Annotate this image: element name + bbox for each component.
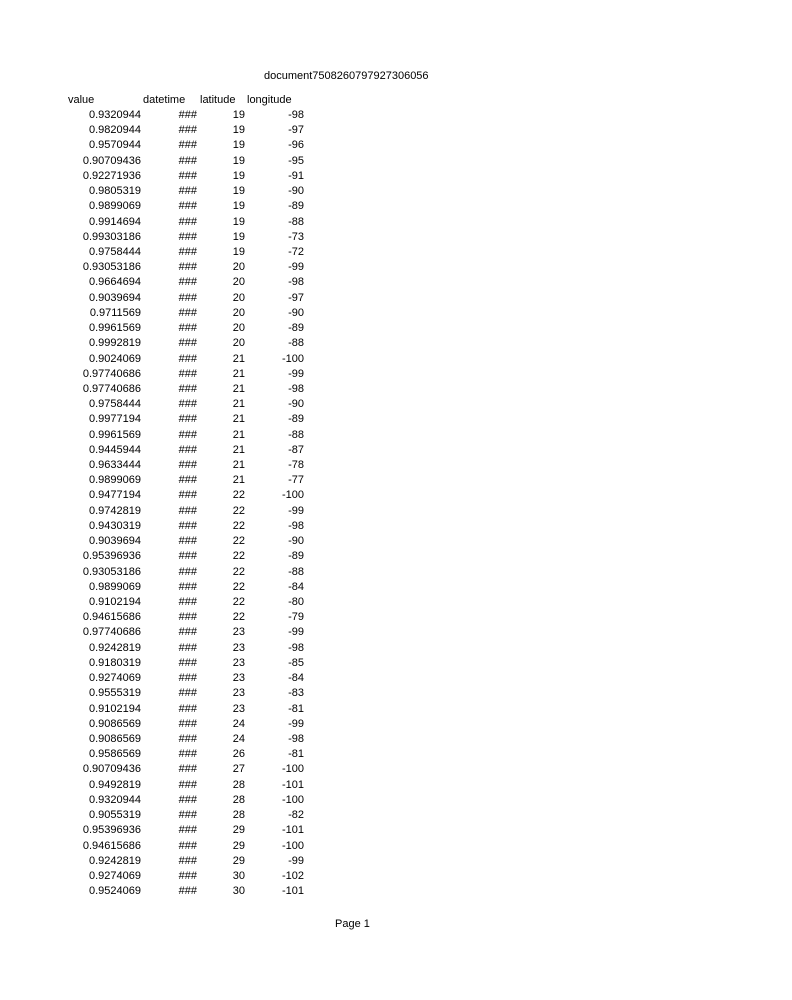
cell-datetime: ### [178,230,197,243]
cell-value: 0.9039694 [89,535,141,548]
cell-datetime: ### [178,245,197,258]
cell-value: 0.9055319 [89,809,141,822]
cell-latitude: 30 [232,869,245,882]
cell-longitude: -89 [288,413,304,426]
cell-value: 0.9086569 [89,732,141,745]
table-row [0,717,792,732]
cell-datetime: ### [178,215,197,228]
cell-longitude: -98 [288,276,304,289]
cell-value: 0.9992819 [89,337,141,350]
cell-latitude: 24 [232,732,245,745]
cell-datetime: ### [178,306,197,319]
cell-value: 0.9524069 [89,885,141,898]
cell-latitude: 22 [232,504,245,517]
table-row [0,138,792,153]
cell-longitude: -79 [288,611,304,624]
cell-datetime: ### [178,428,197,441]
cell-datetime: ### [178,854,197,867]
cell-value: 0.9180319 [89,656,141,669]
table-row [0,884,792,899]
table-row [0,352,792,367]
cell-latitude: 21 [232,398,245,411]
cell-value: 0.9977194 [89,413,141,426]
cell-latitude: 23 [232,687,245,700]
cell-latitude: 22 [232,565,245,578]
cell-datetime: ### [178,656,197,669]
cell-latitude: 29 [232,824,245,837]
header-latitude: latitude [200,94,236,106]
cell-longitude: -90 [288,535,304,548]
cell-longitude: -100 [281,489,304,502]
cell-value: 0.95396936 [82,824,141,837]
table-row [0,549,792,564]
cell-longitude: -99 [288,367,304,380]
cell-longitude: -81 [288,748,304,761]
cell-datetime: ### [178,413,197,426]
cell-datetime: ### [178,748,197,761]
cell-value: 0.97740686 [82,367,141,380]
cell-value: 0.9274069 [89,672,141,685]
cell-value: 0.9477194 [89,489,141,502]
cell-datetime: ### [178,504,197,517]
cell-datetime: ### [178,109,197,121]
table-row [0,732,792,747]
cell-longitude: -89 [288,200,304,213]
table-row [0,230,792,245]
cell-longitude: -89 [288,550,304,563]
cell-latitude: 22 [232,550,245,563]
cell-datetime: ### [178,596,197,608]
table-row [0,610,792,625]
cell-datetime: ### [178,459,197,472]
cell-longitude: -100 [281,352,304,365]
table-row [0,686,792,701]
cell-datetime: ### [178,626,197,639]
cell-value: 0.9570944 [89,139,141,152]
cell-datetime: ### [178,382,197,395]
cell-datetime: ### [178,398,197,411]
cell-longitude: -97 [288,124,304,137]
cell-latitude: 28 [232,793,245,806]
table-row [0,154,792,169]
cell-longitude: -73 [288,230,304,243]
cell-longitude: -85 [288,656,304,669]
table-row [0,215,792,230]
cell-latitude: 20 [232,337,245,350]
cell-latitude: 19 [232,215,245,228]
cell-value: 0.9914694 [89,215,141,228]
header-longitude: longitude [247,94,292,106]
cell-datetime: ### [178,885,197,898]
table-row [0,458,792,473]
cell-datetime: ### [178,809,197,822]
cell-datetime: ### [178,641,197,654]
cell-latitude: 21 [232,367,245,380]
cell-latitude: 19 [232,245,245,258]
cell-longitude: -90 [288,306,304,319]
cell-latitude: 20 [232,291,245,304]
cell-longitude: -88 [288,428,304,441]
cell-latitude: 19 [232,185,245,198]
cell-datetime: ### [178,778,197,791]
cell-datetime: ### [178,824,197,837]
cell-datetime: ### [178,763,197,776]
cell-longitude: -90 [288,398,304,411]
cell-longitude: -100 [281,839,304,852]
table-row [0,641,792,656]
table-row [0,412,792,427]
cell-datetime: ### [178,611,197,624]
cell-latitude: 23 [232,641,245,654]
cell-datetime: ### [178,322,197,335]
table-row [0,565,792,580]
cell-datetime: ### [178,550,197,563]
cell-datetime: ### [178,291,197,304]
cell-longitude: -101 [281,778,304,791]
cell-datetime: ### [178,443,197,456]
table-row [0,534,792,549]
table-row [0,473,792,488]
table-row [0,747,792,762]
cell-value: 0.9742819 [89,504,141,517]
cell-latitude: 22 [232,489,245,502]
cell-datetime: ### [178,702,197,715]
cell-datetime: ### [178,565,197,578]
cell-datetime: ### [178,169,197,182]
cell-datetime: ### [178,672,197,685]
cell-value: 0.9899069 [89,200,141,213]
table-row [0,504,792,519]
cell-datetime: ### [178,474,197,487]
cell-datetime: ### [178,839,197,852]
table-row [0,702,792,717]
table-row [0,123,792,138]
cell-longitude: -84 [288,672,304,685]
cell-latitude: 20 [232,322,245,335]
cell-value: 0.9086569 [89,717,141,730]
cell-latitude: 22 [232,596,245,608]
cell-longitude: -98 [288,382,304,395]
cell-latitude: 22 [232,519,245,532]
cell-longitude: -82 [288,809,304,822]
table-row [0,519,792,534]
cell-value: 0.9820944 [89,124,141,137]
table-row [0,762,792,777]
cell-latitude: 22 [232,580,245,593]
cell-value: 0.9102194 [89,702,141,715]
cell-datetime: ### [178,154,197,167]
table-row [0,808,792,823]
cell-latitude: 19 [232,109,245,121]
table-row [0,488,792,503]
table-row [0,656,792,671]
cell-longitude: -88 [288,337,304,350]
cell-latitude: 21 [232,443,245,456]
cell-latitude: 19 [232,169,245,182]
cell-latitude: 29 [232,839,245,852]
cell-latitude: 21 [232,413,245,426]
cell-longitude: -99 [288,261,304,274]
cell-longitude: -98 [288,732,304,745]
cell-latitude: 23 [232,702,245,715]
cell-value: 0.92271936 [82,169,141,182]
cell-longitude: -102 [281,869,304,882]
cell-latitude: 21 [232,352,245,365]
cell-value: 0.9445944 [89,443,141,456]
table-row [0,869,792,884]
cell-latitude: 19 [232,230,245,243]
cell-datetime: ### [178,352,197,365]
cell-value: 0.9274069 [89,869,141,882]
header-datetime: datetime [143,94,186,106]
cell-value: 0.9430319 [89,519,141,532]
cell-longitude: -90 [288,185,304,198]
table-row [0,306,792,321]
cell-datetime: ### [178,869,197,882]
table-row [0,854,792,869]
table-row [0,823,792,838]
cell-latitude: 26 [232,748,245,761]
cell-longitude: -77 [288,474,304,487]
cell-value: 0.94615686 [82,839,141,852]
cell-value: 0.9633444 [89,459,141,472]
table-row [0,778,792,793]
cell-value: 0.9586569 [89,748,141,761]
cell-latitude: 20 [232,261,245,274]
cell-value: 0.90709436 [82,763,141,776]
cell-value: 0.9758444 [89,398,141,411]
cell-latitude: 28 [232,778,245,791]
cell-value: 0.9711569 [89,306,141,319]
cell-value: 0.9555319 [89,687,141,700]
table-row [0,169,792,184]
table-row [0,260,792,275]
table-row [0,275,792,290]
cell-datetime: ### [178,732,197,745]
cell-datetime: ### [178,337,197,350]
table-row [0,580,792,595]
cell-latitude: 23 [232,626,245,639]
cell-value: 0.9961569 [89,322,141,335]
cell-longitude: -99 [288,717,304,730]
cell-datetime: ### [178,580,197,593]
document-title: document7508260797927306056 [264,70,429,82]
cell-value: 0.93053186 [82,261,141,274]
cell-value: 0.9242819 [89,641,141,654]
cell-value: 0.95396936 [82,550,141,563]
cell-longitude: -83 [288,687,304,700]
table-row [0,245,792,260]
cell-datetime: ### [178,687,197,700]
cell-longitude: -96 [288,139,304,152]
cell-latitude: 24 [232,717,245,730]
table-row [0,443,792,458]
cell-longitude: -99 [288,504,304,517]
cell-latitude: 30 [232,885,245,898]
cell-latitude: 19 [232,154,245,167]
table-row [0,671,792,686]
cell-longitude: -98 [288,641,304,654]
cell-value: 0.9899069 [89,474,141,487]
cell-latitude: 21 [232,474,245,487]
cell-longitude: -97 [288,291,304,304]
cell-datetime: ### [178,367,197,380]
cell-value: 0.90709436 [82,154,141,167]
cell-latitude: 21 [232,459,245,472]
cell-datetime: ### [178,489,197,502]
cell-longitude: -80 [288,596,304,608]
cell-latitude: 21 [232,428,245,441]
table-row [0,382,792,397]
table-row [0,108,792,123]
table-row [0,336,792,351]
cell-latitude: 19 [232,124,245,137]
cell-datetime: ### [178,124,197,137]
table-row [0,184,792,199]
cell-longitude: -84 [288,580,304,593]
cell-latitude: 29 [232,854,245,867]
cell-longitude: -72 [288,245,304,258]
cell-value: 0.94615686 [82,611,141,624]
cell-longitude: -88 [288,215,304,228]
cell-latitude: 22 [232,611,245,624]
table-row [0,428,792,443]
cell-longitude: -100 [281,763,304,776]
cell-latitude: 19 [232,139,245,152]
cell-longitude: -98 [288,109,304,121]
cell-longitude: -81 [288,702,304,715]
cell-value: 0.9664694 [89,276,141,289]
header-value: value [68,94,95,106]
cell-latitude: 22 [232,535,245,548]
table-row [0,291,792,306]
cell-longitude: -98 [288,519,304,532]
cell-latitude: 23 [232,656,245,669]
table-row [0,839,792,854]
table-row [0,625,792,640]
table-row [0,595,792,610]
page-number: Page 1 [335,918,370,930]
cell-value: 0.9039694 [89,291,141,304]
cell-value: 0.9758444 [89,245,141,258]
cell-value: 0.9805319 [89,185,141,198]
cell-datetime: ### [178,717,197,730]
cell-latitude: 20 [232,276,245,289]
cell-longitude: -91 [288,169,304,182]
cell-longitude: -88 [288,565,304,578]
cell-latitude: 19 [232,200,245,213]
cell-latitude: 20 [232,306,245,319]
cell-value: 0.97740686 [82,626,141,639]
cell-longitude: -99 [288,626,304,639]
table-row [0,199,792,214]
cell-longitude: -101 [281,824,304,837]
cell-value: 0.9320944 [89,793,141,806]
cell-longitude: -101 [281,885,304,898]
cell-value: 0.97740686 [82,382,141,395]
cell-value: 0.99303186 [82,230,141,243]
cell-longitude: -87 [288,443,304,456]
cell-longitude: -95 [288,154,304,167]
cell-datetime: ### [178,261,197,274]
cell-value: 0.9024069 [89,352,141,365]
cell-value: 0.93053186 [82,565,141,578]
cell-datetime: ### [178,519,197,532]
cell-value: 0.9961569 [89,428,141,441]
table-row [0,793,792,808]
table-row [0,367,792,382]
table-row [0,397,792,412]
cell-longitude: -99 [288,854,304,867]
cell-latitude: 27 [232,763,245,776]
cell-latitude: 21 [232,382,245,395]
table-row [0,321,792,336]
cell-latitude: 23 [232,672,245,685]
cell-datetime: ### [178,139,197,152]
cell-longitude: -89 [288,322,304,335]
cell-value: 0.9102194 [89,596,141,608]
cell-datetime: ### [178,535,197,548]
cell-datetime: ### [178,200,197,213]
cell-datetime: ### [178,276,197,289]
cell-datetime: ### [178,793,197,806]
cell-value: 0.9320944 [89,109,141,121]
cell-latitude: 28 [232,809,245,822]
cell-value: 0.9492819 [89,778,141,791]
cell-longitude: -78 [288,459,304,472]
data-table [0,108,792,899]
cell-value: 0.9242819 [89,854,141,867]
cell-longitude: -100 [281,793,304,806]
cell-value: 0.9899069 [89,580,141,593]
cell-datetime: ### [178,185,197,198]
